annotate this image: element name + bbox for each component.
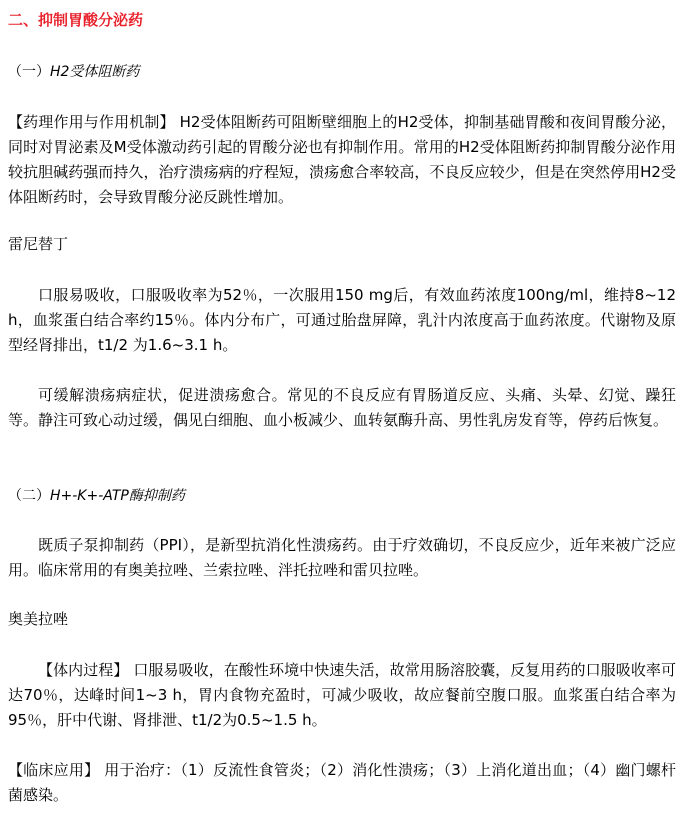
paragraph-ranitidine-effects: 可缓解溃疡病症状，促进溃疡愈合。常见的不良反应有胃肠道反应、头痛、头晕、幻觉、躁狂等。静注可致心动过缓，偶见白细胞、血小板减少、血转氨酶升高、男性乳房发育等，停药后恢复。 (8, 386, 676, 429)
clinical-label: 【临床应用】 (8, 761, 100, 779)
clinical-text: 用于治疗：（1）反流性食管炎；（2）消化性溃疡；（3）上消化道出血；（4）幽门螺杆菌感染。 (8, 761, 676, 804)
mechanism-label: 【药理作用与作用机制】 (8, 113, 175, 131)
drug-name-ranitidine: 雷尼替丁 (8, 235, 69, 253)
drug-name-omeprazole: 奥美拉唑 (8, 610, 69, 628)
paragraph-mechanism (8, 110, 676, 210)
subsection-ppi (8, 485, 185, 507)
mechanism-text: H2受体阻断药可阻断壁细胞上的H2受体，抑制基础胃酸和夜间胃酸分泌，同时对胃泌素及M受体激动药引起的胃酸分泌也有抑制作用。常用的H2受体阻断药抑制胃酸分泌作用较抗胆碱药强而持久，治疗溃疡病的疗程短，溃疡愈合率较高，不良反应较少，但是在突然停用H2受体阻断药时，会导致胃酸分泌反跳性增加。 (8, 113, 676, 206)
subsection-title: H2受体阻断药 (50, 64, 140, 80)
subsection-number: （一） (8, 64, 50, 80)
paragraph-ranitidine-pk: 口服易吸收，口服吸收率为52％，一次服用150 mg后，有效血药浓度100ng/ml，维持8~12 h，血浆蛋白结合率约15％。体内分布广，可通过胎盘屏障，乳汁内浓度高于血药浓度。代谢物及原型经肾排出，t1/2 为1.6~3.1 h。 (8, 286, 676, 354)
section-title: 二、抑制胃酸分泌药 (8, 11, 144, 29)
pk-text: 口服易吸收，在酸性环境中快速失活，故常用肠溶胶囊，反复用药的口服吸收率可达70％，达峰时间1~3 h，胃内食物充盈时，可减少吸收，故应餐前空腹口服。血浆蛋白结合率为95％，肝中代谢、肾排泄、t1/2为0.5~1.5 h。 (8, 661, 676, 729)
paragraph-omeprazole-pk (8, 658, 676, 733)
subsection-h2-blockers (8, 61, 139, 83)
paragraph-ppi-intro: 既质子泵抑制药（PPI），是新型抗消化性溃疡药。由于疗效确切，不良反应少，近年来被广泛应用。临床常用的有奥美拉唑、兰索拉唑、泮托拉唑和雷贝拉唑。 (8, 536, 676, 579)
subsection-title: H+-K+-ATP酶抑制药 (50, 488, 185, 504)
paragraph-omeprazole-clinical (8, 758, 676, 808)
subsection-number: （二） (8, 488, 50, 504)
pk-label: 【体内过程】 (38, 661, 129, 679)
